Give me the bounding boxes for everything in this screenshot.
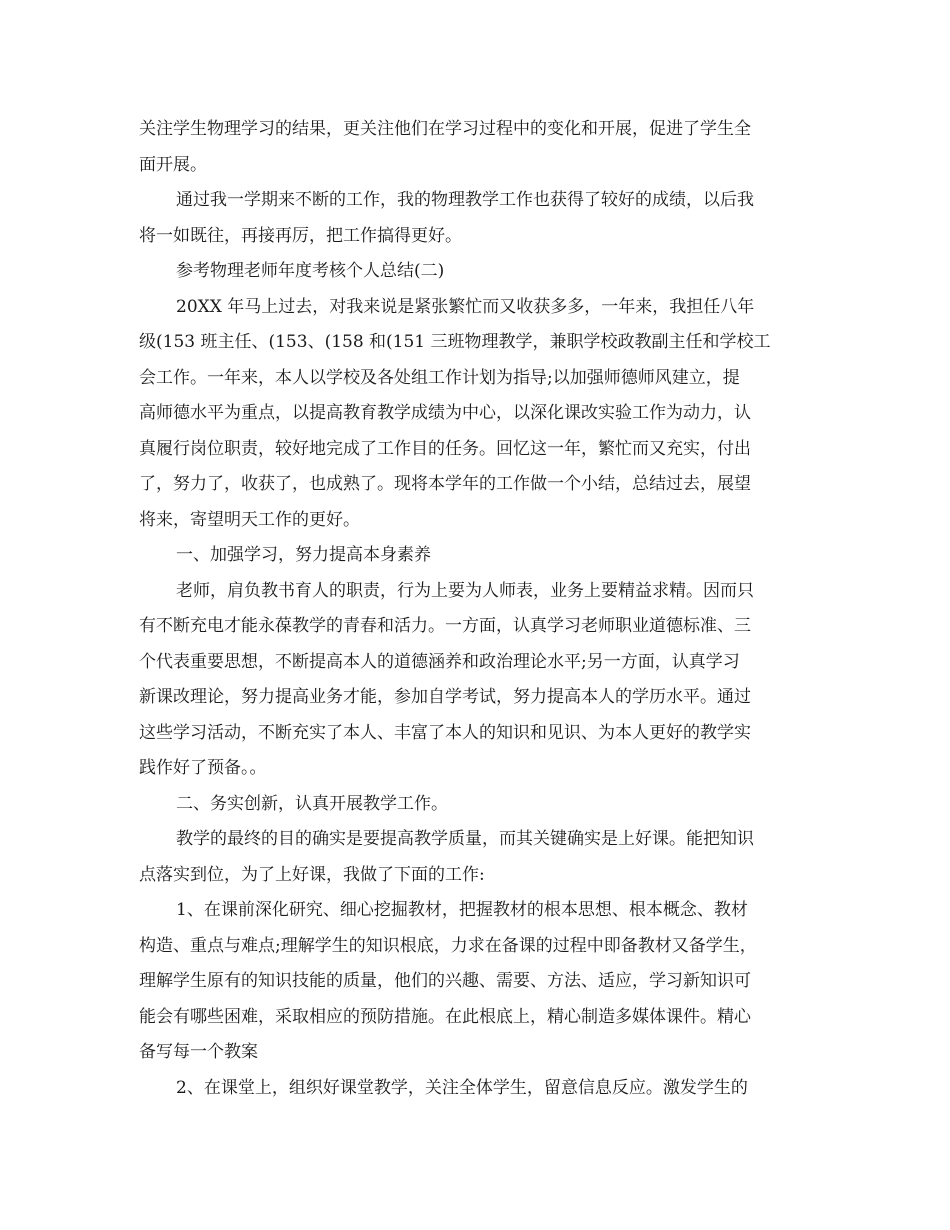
text-line: 关注学生物理学习的结果，更关注他们在学习过程中的变化和开展，促进了学生全 xyxy=(139,119,751,139)
text-line: 了，努力了，收获了，也成熟了。现将本学年的工作做一个小结，总结过去，展望 xyxy=(139,474,751,494)
text-line: 个代表重要思想，不断提高本人的道德涵养和政治理论水平;另一方面，认真学习 xyxy=(139,652,740,672)
text-line: 2、在课堂上，组织好课堂教学，关注全体学生，留意信息反应。激发学生的 xyxy=(176,1078,748,1098)
text-line: 1、在课前深化研究、细心挖掘教材，把握教材的根本思想、根本概念、教材 xyxy=(176,900,748,920)
text-line: 级(153 班主任、(153、(158 和(151 三班物理教学，兼职学校政教副主任和学校工 xyxy=(139,332,771,352)
section-heading: 一、加强学习，努力提高本身素养 xyxy=(176,545,431,565)
text-line: 教学的最终的目的确实是要提高教学质量，而其关键确实是上好课。能把知识 xyxy=(176,829,754,849)
text-line: 践作好了预备。。 xyxy=(139,758,267,778)
section-heading: 参考物理老师年度考核个人总结(二) xyxy=(176,261,445,281)
text-line: 真履行岗位职责，较好地完成了工作目的任务。回忆这一年，繁忙而又充实，付出 xyxy=(139,439,751,459)
text-line: 会工作。一年来，本人以学校及各处组工作计划为指导;以加强师德师风建立，提 xyxy=(139,368,740,388)
text-line: 将来，寄望明天工作的更好。 xyxy=(139,510,360,530)
text-line: 新课改理论，努力提高业务才能，参加自学考试，努力提高本人的学历水平。通过 xyxy=(139,687,751,707)
text-line: 这些学习活动，不断充实了本人、丰富了本人的知识和见识、为本人更好的教学实 xyxy=(139,723,751,743)
text-line: 通过我一学期来不断的工作，我的物理教学工作也获得了较好的成绩，以后我 xyxy=(176,190,754,210)
text-line: 有不断充电才能永葆教学的青春和活力。一方面，认真学习老师职业道德标准、三 xyxy=(139,616,751,636)
text-line: 面开展。 xyxy=(139,155,207,175)
text-line: 构造、重点与难点;理解学生的知识根底，力求在备课的过程中即备教材又备学生， xyxy=(139,936,757,956)
text-line: 点落实到位，为了上好课，我做了下面的工作: xyxy=(139,865,485,885)
section-heading: 二、务实创新，认真开展教学工作。 xyxy=(176,794,448,814)
text-line: 高师德水平为重点，以提高教育教学成绩为中心，以深化课改实验工作为动力，认 xyxy=(139,403,751,423)
text-line: 理解学生原有的知识技能的质量，他们的兴趣、需要、方法、适应，学习新知识可 xyxy=(139,971,751,991)
text-line: 20XX 年马上过去，对我来说是紧张繁忙而又收获多多，一年来，我担任八年 xyxy=(176,297,755,317)
text-line: 能会有哪些困难，采取相应的预防措施。在此根底上，精心制造多媒体课件。精心 xyxy=(139,1007,751,1027)
text-line: 备写每一个教案 xyxy=(139,1042,258,1062)
text-line: 将一如既往，再接再厉，把工作搞得更好。 xyxy=(139,226,462,246)
text-line: 老师，肩负教书育人的职责，行为上要为人师表，业务上要精益求精。因而只 xyxy=(176,581,754,601)
